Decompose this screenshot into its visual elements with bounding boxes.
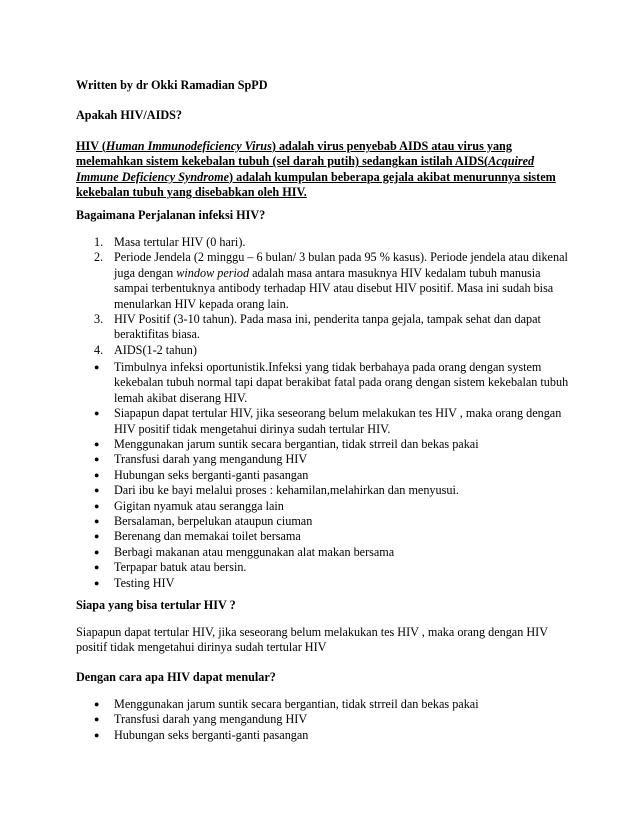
list-item: ● Bersalaman, berpelukan ataupun ciuman [94, 514, 313, 529]
list-item: ● Testing HIV [94, 575, 175, 590]
bullet-icon: ● [94, 469, 100, 480]
who-paragraph: Siapapun dapat tertular HIV, jika seseorang belum melakukan tes HIV , maka orang dengan HIV positif tidak mengetahui dirinya sudah tertular HIV [76, 625, 548, 655]
list-item: 2. Periode Jendela (2 minggu – 6 bulan/ 3 bulan pada 95 % kasus). Periode jendela atau dikenal juga dengan window period adalah masa antara masuknya HIV kedalam tubuh manusia sampai terbentuknya antibody terhadap HIV atau disebut HIV positif. Masa ini sudah bisa menularkan HIV kepada orang lain. [94, 250, 568, 311]
list-item: ● Terpapar batuk atau bersin. [94, 560, 247, 575]
list-item: ● Menggunakan jarum suntik secara bergantian, tidak strreil dan bekas pakai [94, 697, 479, 711]
bullet-icon: ● [94, 516, 100, 527]
bullet-icon: ● [94, 500, 100, 511]
definition-mid: ) adalah virus penyebab AIDS atau virus yang melemahkan sistem kekebalan tubuh (sel darah putih) sedangkan istilah AIDS( [76, 139, 512, 169]
heading-infection-course: Bagaimana Perjalanan infeksi HIV? [76, 208, 266, 222]
bullet-icon: ● [94, 729, 100, 740]
bullet-list-2 [76, 697, 572, 743]
bullet-icon: ● [94, 546, 100, 557]
list-item: ● Siapapun dapat tertular HIV, jika seseorang belum melakukan tes HIV , maka orang dengan HIV positif tidak mengetahui dirinya sudah tertular HIV. [94, 406, 562, 436]
definition-open: ( [98, 139, 106, 153]
bullet-icon: ● [94, 439, 100, 450]
definition-term-aids: Acquired Immune Deficiency Syndrome [76, 154, 535, 184]
definition-end: ) adalah kumpulan beberapa gejala akibat menurunnya sistem kekebalan tubuh yang disebabkan oleh HIV. [76, 169, 556, 200]
list-item: ● Menggunakan jarum suntik secara bergantian, tidak strreil dan bekas pakai [94, 437, 479, 452]
heading-how-transmitted: Dengan cara apa HIV dapat menular? [76, 670, 276, 684]
bullet-icon: ● [94, 454, 100, 465]
definition-term-hiv: Human Immunodeficiency Virus [105, 139, 272, 153]
definition-hiv: HIV [76, 139, 99, 153]
bullet-icon: ● [94, 577, 100, 588]
bullet-icon: ● [94, 362, 100, 372]
stages-list [76, 235, 572, 358]
bullet-icon: ● [94, 408, 100, 419]
bullet-icon: ● [94, 699, 100, 709]
bullet-list-1 [76, 360, 572, 591]
definition-paragraph [76, 139, 572, 201]
list-item: 4. AIDS(1-2 tahun) [94, 342, 197, 357]
list-item: ● Transfusi darah yang mengandung HIV [94, 452, 308, 467]
heading-who-can-be-infected: Siapa yang bisa tertular HIV ? [76, 598, 236, 612]
bullet-icon: ● [94, 562, 100, 573]
list-item: 1. Masa tertular HIV (0 hari). [94, 235, 246, 249]
list-item: ● Berenang dan memakai toilet bersama [94, 529, 301, 544]
author-line: Written by dr Okki Ramadian SpPD [76, 78, 268, 92]
bullet-icon: ● [94, 531, 100, 542]
list-item: ● Timbulnya infeksi oportunistik.Infeksi yang tidak berbahaya pada orang dengan system kekebalan tubuh normal tapi dapat berakibat fatal pada orang dengan sistem kekebalan tubuh lemah akibat diserang HIV. [94, 360, 569, 405]
bullet-icon: ● [94, 714, 100, 725]
heading-what-is-hiv: Apakah HIV/AIDS? [76, 108, 182, 122]
list-item: ● Hubungan seks berganti-ganti pasangan [94, 727, 309, 742]
list-item: ● Gigitan nyamuk atau serangga lain [94, 498, 284, 513]
list-item: 3. HIV Positif (3-10 tahun). Pada masa ini, penderita tanpa gejala, tampak sehat dan dapat beraktifitas biasa. [94, 312, 541, 342]
bullet-icon: ● [94, 485, 100, 496]
list-item: ● Dari ibu ke bayi melalui proses : kehamilan,melahirkan dan menyusui. [94, 483, 459, 498]
list-item: ● Hubungan seks berganti-ganti pasangan [94, 467, 309, 482]
list-item: ● Berbagi makanan atau menggunakan alat makan bersama [94, 544, 395, 559]
list-item: ● Transfusi darah yang mengandung HIV [94, 712, 308, 727]
